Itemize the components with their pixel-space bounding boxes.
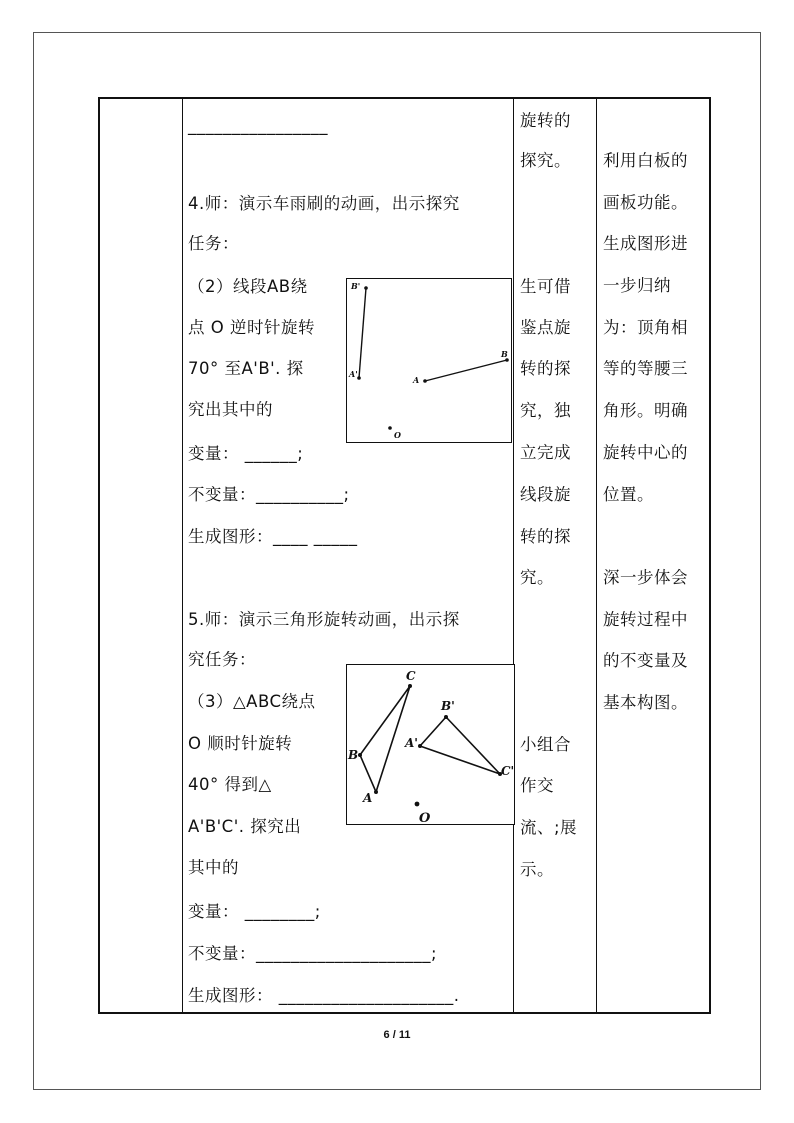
label-a: A xyxy=(413,375,420,385)
design-intent-text: 深一步体会 xyxy=(603,568,688,587)
student-activity-text: 示。 xyxy=(520,860,554,879)
student-activity-text: 究。 xyxy=(520,568,554,587)
design-intent-text: 利用白板的 xyxy=(603,151,688,170)
design-intent-text: 的不变量及 xyxy=(603,651,688,670)
point-b-prime xyxy=(364,286,368,290)
student-activity-text: 转的探 xyxy=(520,527,571,546)
question3-text: O 顺时针旋转 xyxy=(188,734,293,753)
question3-text: A'B'C'. 探究出 xyxy=(188,817,302,836)
triangle-rotation-figure xyxy=(346,664,515,825)
task4-text: 4.师：演示车雨刷的动画，出示探究 xyxy=(188,194,460,213)
point-o xyxy=(388,426,392,430)
variable-blank: 变量： ______; xyxy=(188,444,304,463)
invariant-blank: 不变量：__________; xyxy=(188,485,350,504)
column-divider xyxy=(182,99,183,1012)
page-number: 6 / 11 xyxy=(383,1029,411,1041)
shape-blank: 生成图形：____ _____ xyxy=(188,527,358,546)
label-a-prime: A' xyxy=(405,736,418,750)
design-intent-text: 位置。 xyxy=(603,485,654,504)
student-activity-text: 立完成 xyxy=(520,443,571,462)
student-activity-text: 流、;展 xyxy=(520,818,578,837)
design-intent-text: 旋转中心的 xyxy=(603,443,688,462)
invariant-blank: 不变量：____________________; xyxy=(188,944,438,963)
task4-text: 任务： xyxy=(188,234,239,253)
label-o: O xyxy=(419,811,431,826)
label-b: B xyxy=(348,748,359,762)
question2-text: （2）线段AB绕 xyxy=(188,277,308,296)
question2-text: 究出其中的 xyxy=(188,400,273,419)
triangle-abc xyxy=(360,686,410,792)
student-activity-text: 生可借 xyxy=(520,277,571,296)
segment-rotation-figure xyxy=(346,278,512,443)
question3-text: 40° 得到△ xyxy=(188,775,272,794)
student-activity-text: 鉴点旋 xyxy=(520,318,571,337)
question2-text: 点 O 逆时针旋转 xyxy=(188,318,315,337)
student-activity-text: 转的探 xyxy=(520,359,571,378)
student-activity-text: 小组合 xyxy=(520,735,571,754)
label-b-prime: B' xyxy=(351,281,361,291)
triangle-a-prime-b-prime-c-prime xyxy=(420,717,500,774)
question2-text: 70° 至A'B'. 探 xyxy=(188,359,304,378)
point-a-prime xyxy=(418,744,422,748)
design-intent-text: 基本构图。 xyxy=(603,693,688,712)
segment-a-prime-b-prime xyxy=(359,288,366,378)
task5-text: 5.师：演示三角形旋转动画，出示探 xyxy=(188,610,460,629)
label-a: A xyxy=(363,791,373,805)
point-c xyxy=(408,684,412,688)
design-intent-text: 角形。明确 xyxy=(603,401,688,420)
design-intent-text: 等的等腰三 xyxy=(603,359,688,378)
question3-text: 其中的 xyxy=(188,858,239,877)
column-divider xyxy=(596,99,597,1012)
design-intent-text: 旋转过程中 xyxy=(603,610,688,629)
design-intent-text: 生成图形进 xyxy=(603,234,688,253)
label-b: B xyxy=(501,349,508,359)
design-intent-text: 一步归纳 xyxy=(603,276,671,295)
label-b-prime: B' xyxy=(441,699,455,713)
label-a-prime: A' xyxy=(349,369,358,379)
blank-line: ________________ xyxy=(188,116,328,135)
student-activity-text: 作交 xyxy=(520,776,554,795)
variable-blank: 变量： ________; xyxy=(188,902,321,921)
label-o: O xyxy=(394,430,401,440)
shape-blank: 生成图形： ____________________. xyxy=(188,986,460,1005)
point-a xyxy=(374,790,378,794)
design-intent-text: 为：顶角相 xyxy=(603,318,688,337)
point-b xyxy=(358,753,362,757)
student-activity-text: 探究。 xyxy=(520,151,571,170)
label-c-prime: C' xyxy=(501,764,515,778)
label-c: C xyxy=(406,669,416,683)
point-o xyxy=(415,802,420,807)
student-activity-text: 线段旋 xyxy=(520,485,571,504)
point-a-prime xyxy=(357,376,361,380)
student-activity-text: 旋转的 xyxy=(520,111,571,130)
task5-text: 究任务： xyxy=(188,650,256,669)
point-a xyxy=(423,379,427,383)
segment-ab xyxy=(425,360,507,381)
student-activity-text: 究，独 xyxy=(520,401,571,420)
point-b-prime xyxy=(444,715,448,719)
column-divider xyxy=(513,99,514,1012)
design-intent-text: 画板功能。 xyxy=(603,193,688,212)
question3-text: （3）△ABC绕点 xyxy=(188,692,316,711)
